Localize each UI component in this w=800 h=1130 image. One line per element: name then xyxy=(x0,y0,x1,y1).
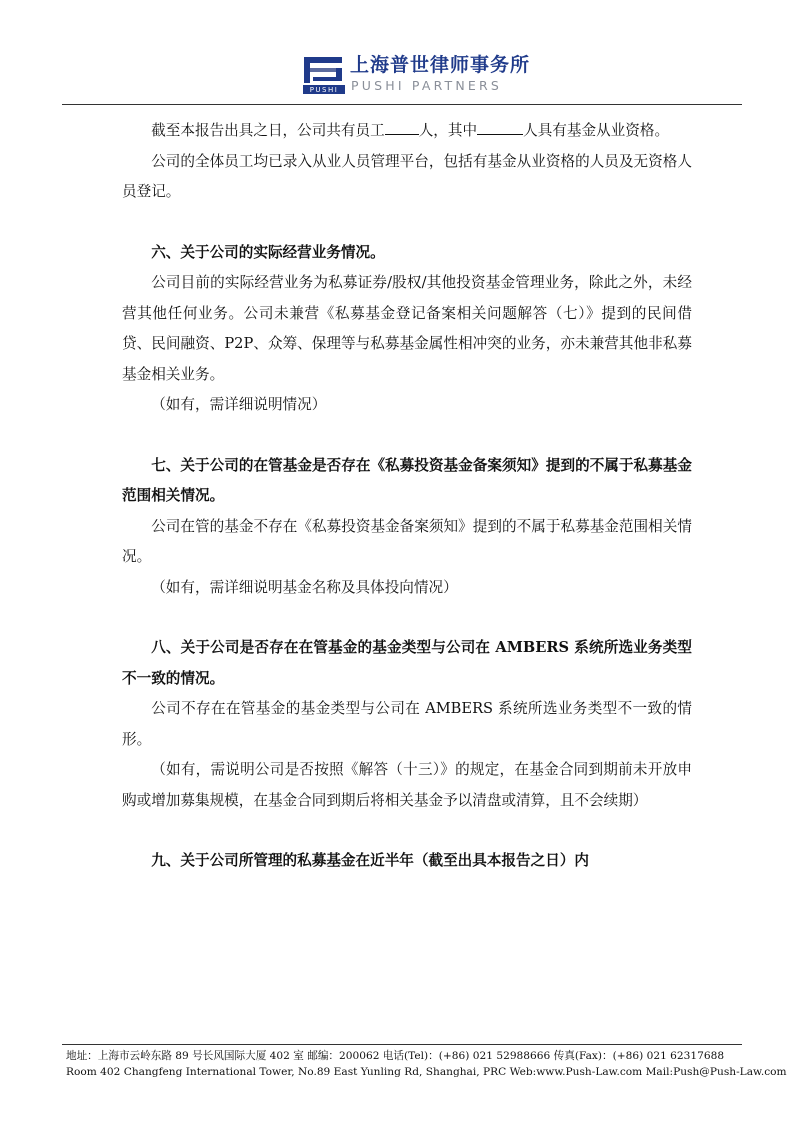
firm-name-cn: 上海普世律师事务所 xyxy=(350,54,531,76)
section-6-text: 公司目前的实际经营业务为私募证券/股权/其他投资基金管理业务，除此之外，未经营其他任何业务。公司未兼营《私募基金登记备案相关问题解答（七）》提到的民间借贷、民间融资、P2P、众筹、保理等与私募基金属性相冲突的业务，亦未兼营其他非私募基金相关业务。 xyxy=(122,274,692,383)
footer xyxy=(66,1048,787,1080)
section-7-text: 公司在管的基金不存在《私募投资基金备案须知》提到的不属于私募基金范围相关情况。 xyxy=(122,517,692,565)
staff-text-3: 人具有基金从业资格。 xyxy=(523,122,670,139)
qualified-staff-blank xyxy=(477,120,523,135)
staff-registration-paragraph: 公司的全体员工均已录入从业人员管理平台，包括有基金从业资格的人员及无资格人员登记。 xyxy=(122,152,692,200)
section-7-heading: 七、关于公司的在管基金是否存在《私募投资基金备案须知》提到的不属于私募基金范围相关情况。 xyxy=(122,456,692,504)
staff-total-blank xyxy=(385,120,419,135)
document-body xyxy=(122,116,692,877)
section-9-heading: 九、关于公司所管理的私募基金在近半年（截至出具本报告之日）内 xyxy=(151,852,590,869)
pushi-logo-icon xyxy=(303,56,345,94)
section-7-note: （如有，需详细说明基金名称及具体投向情况） xyxy=(151,578,458,596)
header-divider xyxy=(62,104,742,105)
staff-text-2: 人，其中 xyxy=(418,122,478,139)
section-8-note: （如有，需说明公司是否按照《解答（十三）》的规定，在基金合同到期前未开放申购或增加募集规模，在基金合同到期后将相关基金予以清盘或清算，且不会续期） xyxy=(122,761,692,809)
section-8-heading: 八、关于公司是否存在在管基金的基金类型与公司在 AMBERS 系统所选业务类型不一致的情况。 xyxy=(122,639,692,687)
firm-name-en: PUSHI PARTNERS xyxy=(351,78,503,93)
section-8-text: 公司不存在在管基金的基金类型与公司在 AMBERS 系统所选业务类型不一致的情形。 xyxy=(122,700,692,748)
letterhead xyxy=(0,48,800,98)
section-6-note: （如有，需详细说明情况） xyxy=(151,396,327,413)
footer-address-en: Room 402 Changfeng International Tower, No.89 East Yunling Rd, Shanghai, PRC Web:www.Push-Law.com Mail:Push@Push-Law.com xyxy=(66,1066,787,1078)
footer-address-cn: 地址：上海市云岭东路 89 号长风国际大厦 402 室 邮编：200062 电话(Tel)：(+86) 021 52988666 传真(Fax)：(+86) 021 62317688 xyxy=(66,1050,725,1062)
staff-paragraph xyxy=(122,116,692,147)
section-6-heading: 六、关于公司的实际经营业务情况。 xyxy=(151,243,385,261)
staff-text-1: 截至本报告出具之日，公司共有员工 xyxy=(151,122,385,139)
logo-text: PUSHI xyxy=(309,86,339,94)
footer-divider xyxy=(62,1044,742,1045)
